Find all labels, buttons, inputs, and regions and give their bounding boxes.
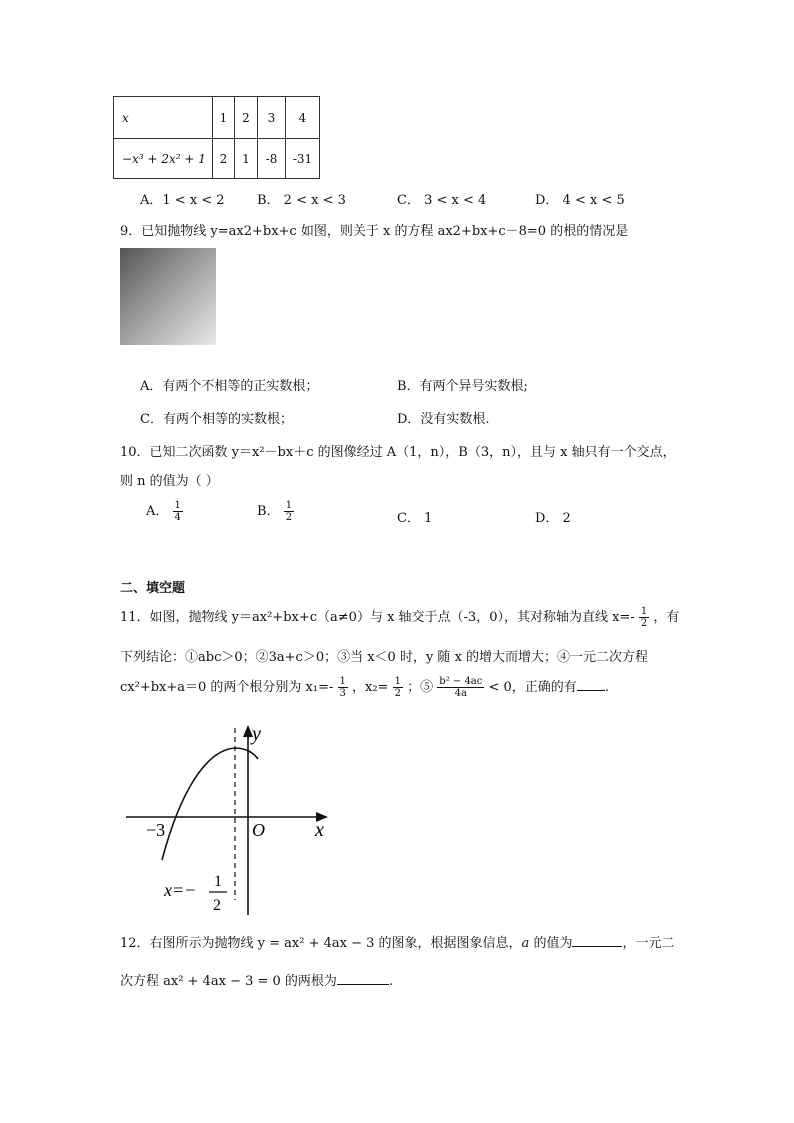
parabola-curve	[162, 748, 258, 860]
q9-option-b: B．有两个异号实数根;	[397, 379, 528, 394]
q10-option-a: A． $\frac{1}{4}$	[146, 500, 181, 523]
fraction: $\frac{1}{3}$	[339, 676, 346, 699]
value-table	[113, 96, 320, 179]
table-expr-label: −x³ + 2x² + 1	[114, 139, 213, 179]
axis-fraction-num: 1	[214, 873, 222, 890]
q12-line1: 12．右图所示为抛物线 y = ax² + 4ax − 3 的图象，根据图象信息，a 的值为 ，一元二	[120, 936, 675, 951]
table-cell: 1	[235, 139, 258, 179]
table-cell: 3	[258, 97, 286, 139]
fraction: $\frac{1}{4}$	[174, 500, 181, 523]
q10-option-c: C． 1	[397, 511, 433, 526]
fraction: $\frac{1}{2}$	[285, 500, 293, 523]
table-cell: 2	[213, 139, 235, 179]
q8-option-a: A．1 < x < 2	[140, 193, 225, 208]
answer-blank[interactable]	[337, 984, 389, 985]
table-header-x: x	[114, 97, 213, 139]
answer-blank[interactable]	[577, 690, 605, 691]
q12-line2: 次方程 ax² + 4ax − 3 = 0 的两根为 .	[120, 974, 394, 989]
fraction: $\frac{1}{2}$	[394, 676, 401, 699]
axis-equation: x=−	[164, 880, 197, 900]
table-cell: -8	[258, 139, 286, 179]
q10-line2: 则 n 的值为（ ）	[120, 474, 219, 489]
q10-option-b: B． $\frac{1}{2}$	[257, 500, 293, 523]
q9-option-c: C．有两个相等的实数根；	[140, 412, 293, 427]
x-label: x	[315, 819, 324, 841]
section-title: 二、填空题	[120, 581, 186, 596]
table-cell: 2	[235, 97, 258, 139]
q9-option-d: D．没有实数根.	[397, 412, 490, 427]
q9-option-a: A．有两个不相等的正实数根；	[140, 379, 319, 394]
fraction: $\frac{\text{b² − 4ac}}{4a}$	[439, 676, 483, 699]
q11-line3: cx²+bx+a＝0 的两个根分别为 x₁=- $\frac{1}{3}$ ，x₂= $\frac{1}{2}$ ；⑤ $\frac{\text{b² − 4ac}}{4a}$ < 0，正确的有 .	[120, 676, 609, 699]
q10-option-d: D． 2	[535, 511, 571, 526]
table-cell: 4	[286, 97, 320, 139]
axis-fraction-den: 2	[213, 897, 221, 914]
q10-line1: 10．已知二次函数 y＝x²－bx＋c 的图像经过 A（1，n），B（3，n），且与 x 轴只有一个交点，	[120, 445, 676, 460]
q11-line1: 11．如图，抛物线 y＝ax²+bx+c（a≠0）与 x 轴交于点（-3，0），其对称轴为直线 x=- $\frac{1}{2}$ ，有	[120, 606, 680, 629]
q8-option-d: D． 4 < x < 5	[535, 193, 625, 208]
q11-line2: 下列结论：①abc＞0；②3a+c＞0；③当 x＜0 时，y 随 x 的增大而增大；④一元二次方程	[120, 650, 649, 665]
root-label: −3	[146, 820, 166, 840]
table-cell: -31	[286, 139, 320, 179]
table-cell: 1	[213, 97, 235, 139]
y-label: y	[252, 723, 261, 745]
q8-option-b: B． 2 < x < 3	[257, 193, 346, 208]
q9-stem: 9．已知抛物线 y=ax2+bx+c 如图，则关于 x 的方程 ax2+bx+c－8=0 的根的情况是	[120, 224, 629, 239]
parabola-figure	[118, 720, 338, 920]
fraction: $\frac{1}{2}$	[640, 606, 648, 629]
q8-option-c: C． 3 < x < 4	[397, 193, 487, 208]
q9-parabola-image	[120, 248, 216, 345]
origin-label: O	[252, 820, 265, 840]
answer-blank[interactable]	[572, 946, 622, 947]
